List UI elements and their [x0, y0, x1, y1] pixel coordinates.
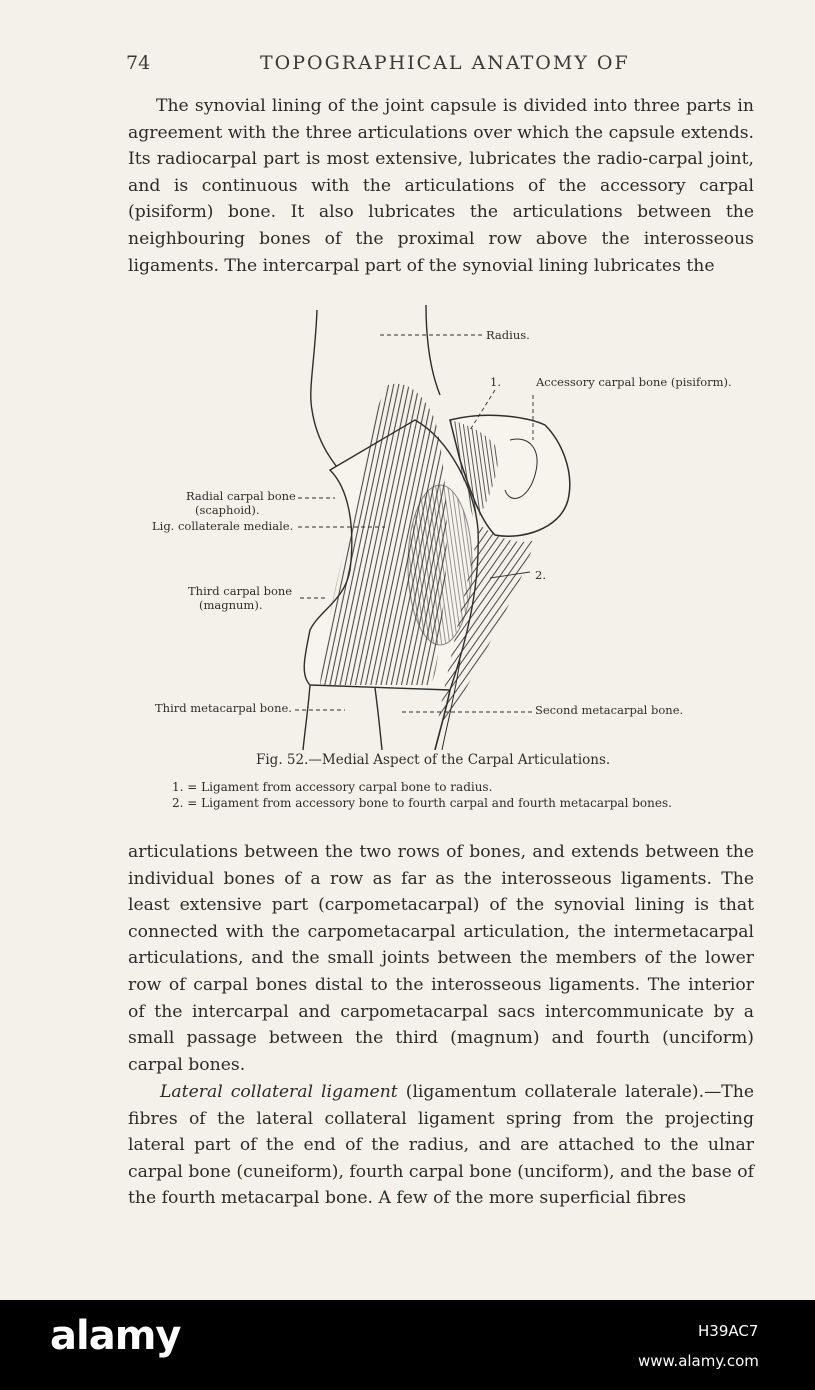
- label-magnum: (magnum).: [199, 598, 263, 612]
- image-id: H39AC7: [698, 1322, 759, 1340]
- figure-caption: Fig. 52.—Medial Aspect of the Carpal Articulations.: [256, 752, 611, 768]
- label-marker-1: 1.: [490, 375, 501, 389]
- label-third-carpal: Third carpal bone: [188, 584, 293, 598]
- label-radius: Radius.: [486, 328, 530, 342]
- label-radial-carpal: Radial carpal bone: [186, 489, 296, 503]
- label-second-metacarpal: Second metacarpal bone.: [535, 703, 684, 717]
- figure-note-2: 2. = Ligament from accessory bone to fourth carpal and fourth metacarpal bones.: [172, 796, 672, 810]
- label-marker-2: 2.: [535, 568, 546, 582]
- paragraph-lateral-ligament: [128, 1079, 754, 1212]
- running-title: TOPOGRAPHICAL ANATOMY OF: [260, 52, 630, 74]
- label-accessory-carpal: Accessory carpal bone (pisiform).: [536, 375, 732, 389]
- label-lig-collaterale: Lig. collaterale mediale.: [152, 519, 294, 533]
- label-scaphoid: (scaphoid).: [195, 503, 260, 517]
- paragraph-articulations: articulations between the two rows of bones, and extends between the individual bones of a row as far as the interosseous ligaments. The least extensive part (carpometacarpal) of the synovial lining is that connected with the carpometacarpal articulation, the intermetacarpal articulations, and the small joints between the members of the lower row of carpal bones distal to the interosseous ligaments. The interior of the intercarpal and carpometacarpal sacs intercommunicate by a small passage between the third (magnum) and fourth (unciform) carpal bones.: [128, 842, 754, 1075]
- carpal-bone-shape: [408, 485, 472, 645]
- anatomical-figure: [150, 300, 750, 750]
- third-metacarpal: [303, 685, 310, 750]
- label-third-metacarpal: Third metacarpal bone.: [155, 701, 292, 715]
- lateral-ligament-heading: Lateral collateral ligament: [160, 1082, 398, 1102]
- image-url: www.alamy.com: [638, 1352, 759, 1370]
- alamy-logo: alamy: [50, 1313, 181, 1359]
- figure-note-1: 1. = Ligament from accessory carpal bone to radius.: [172, 780, 493, 794]
- paragraph-synovial-lining: The synovial lining of the joint capsule is divided into three parts in agreement with the three articulations over which the capsule extends. Its radiocarpal part is most extensive, lubricates the radio-carpal joint, and is continuous with the articulations of the accessory carpal (pisiform) bone. It also lubricates the articulations between the neighbouring bones of the proximal row above the interosseous ligaments. The intercarpal part of the synovial lining lubricates the: [128, 96, 754, 276]
- lateral-ligament-text: (ligamentum collaterale laterale).—The fibres of the lateral collateral ligament spring from the projecting lateral part of the end of the radius, and are attached to the ulnar carpal bone (cuneiform), fourth carpal bone (unciform), and the base of the fourth metacarpal bone. A few of the more superficial fibres: [128, 1082, 754, 1209]
- page-number: 74: [126, 52, 151, 74]
